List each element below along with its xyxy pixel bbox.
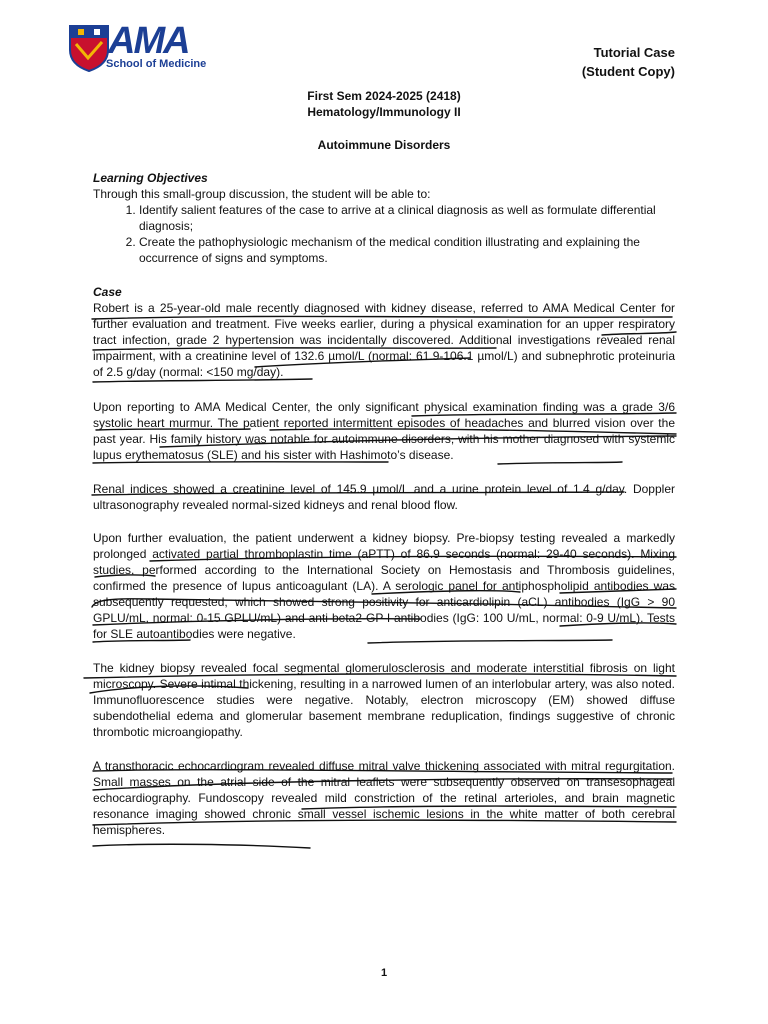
course-heading: Hematology/Immunology II (307, 105, 461, 119)
tutorial-line-1: Tutorial Case (593, 45, 675, 60)
ama-logo (68, 20, 208, 74)
learning-objectives-intro: Through this small-group discussion, the student will be able to: (93, 187, 431, 201)
case-paragraph: Renal indices showed a creatinine level of 145.9 µmol/L and a urine protein level of 1.4 g/day. Doppler ultrasonography revealed normal-sized kidneys and renal blood flow. (93, 482, 675, 512)
tutorial-case-label (582, 43, 675, 81)
case-paragraph: A transthoracic echocardiogram revealed diffuse mitral valve thickening associated with mitral regurgitation. Small masses on the atrial side of the mitral leaflets were subsequently observed on transesophageal echocardiography. Fundoscopy revealed mild constriction of the retinal arterioles, and brain magnetic resonance imaging showed chronic small vessel ischemic lesions in the white matter of both cerebral hemispheres. (93, 759, 675, 837)
objective-item: 2. Create the pathophysiologic mechanism of the medical condition illustrating and explaining the occurrence of signs and symptoms. (139, 234, 675, 266)
tutorial-line-2: (Student Copy) (581, 64, 675, 79)
case-paragraph: The kidney biopsy revealed focal segmental glomerulosclerosis and moderate interstitial fibrosis on light microscopy. Severe intimal thickening, resulting in a narrowed lumen of an interlobular artery, was also noted. Immunofluorescence studies were negative. Notably, electron microscopy (EM) showed diffuse subendothelial edema and glomerular basement membrane reduplication, findings suggestive of chronic thrombotic microangiopathy. (93, 661, 675, 739)
case-section (93, 284, 675, 380)
objectives-list (93, 202, 675, 266)
page-number: 1 (380, 967, 388, 979)
learning-objectives-title: Learning Objectives (93, 171, 208, 185)
objective-item: 1. Identify salient features of the case to arrive at a clinical diagnosis as well as formulate differential diagnosis; (139, 202, 675, 234)
topic-heading: Autoimmune Disorders (317, 138, 451, 152)
case-title: Case (93, 285, 122, 299)
logo-subtitle: School of Medicine (106, 58, 207, 70)
pen-underline (93, 844, 310, 848)
semester-heading: First Sem 2024-2025 (2418) (307, 89, 461, 103)
case-paragraph: Upon further evaluation, the patient underwent a kidney biopsy. Pre-biopsy testing revealed a markedly prolonged activated partial thromboplastin time (aPTT) of 86.9 seconds (normal: 29-40 seconds). Mixing studies, performed according to the International Society on Hemostasis and Thrombosis guidelines, confirmed the presence of lupus anticoagulant (LA). A serologic panel for antiphospholipid antibodies was subsequently requested, which showed strong positivity for anticardiolipin (aCL) antibodies (IgG > 90 GPLU/mL, normal: 0-15 GPLU/mL) and anti-beta2-GP I antibodies (IgG: 100 U/mL, normal: 0-9 U/mL). Tests for SLE autoantibodies were negative. (93, 531, 675, 641)
case-paragraph: Robert is a 25-year-old male recently diagnosed with kidney disease, referred to AMA Medical Center for further evaluation and treatment. Five weeks earlier, during a physical examination for an upper respiratory tract infection, grade 2 hypertension was incidentally discovered. Additional investigations revealed renal impairment, with a creatinine level of 132.6 µmol/L (normal: 61.9-106.1 µmol/L) and subnephrotic proteinuria of 2.5 g/day (normal: <150 mg/day). (93, 301, 675, 379)
logo-wordmark: AMA (108, 20, 189, 62)
shield-icon (68, 24, 110, 72)
learning-objectives-section (93, 170, 675, 266)
case-paragraph: Upon reporting to AMA Medical Center, the only significant physical examination finding was a grade 3/6 systolic heart murmur. The patient reported intermittent episodes of headaches and blurred vision over the past year. His family history was notable for autoimmune disorders, with his mother diagnosed with systemic lupus erythematosus (SLE) and his sister with Hashimoto’s disease. (93, 400, 675, 462)
